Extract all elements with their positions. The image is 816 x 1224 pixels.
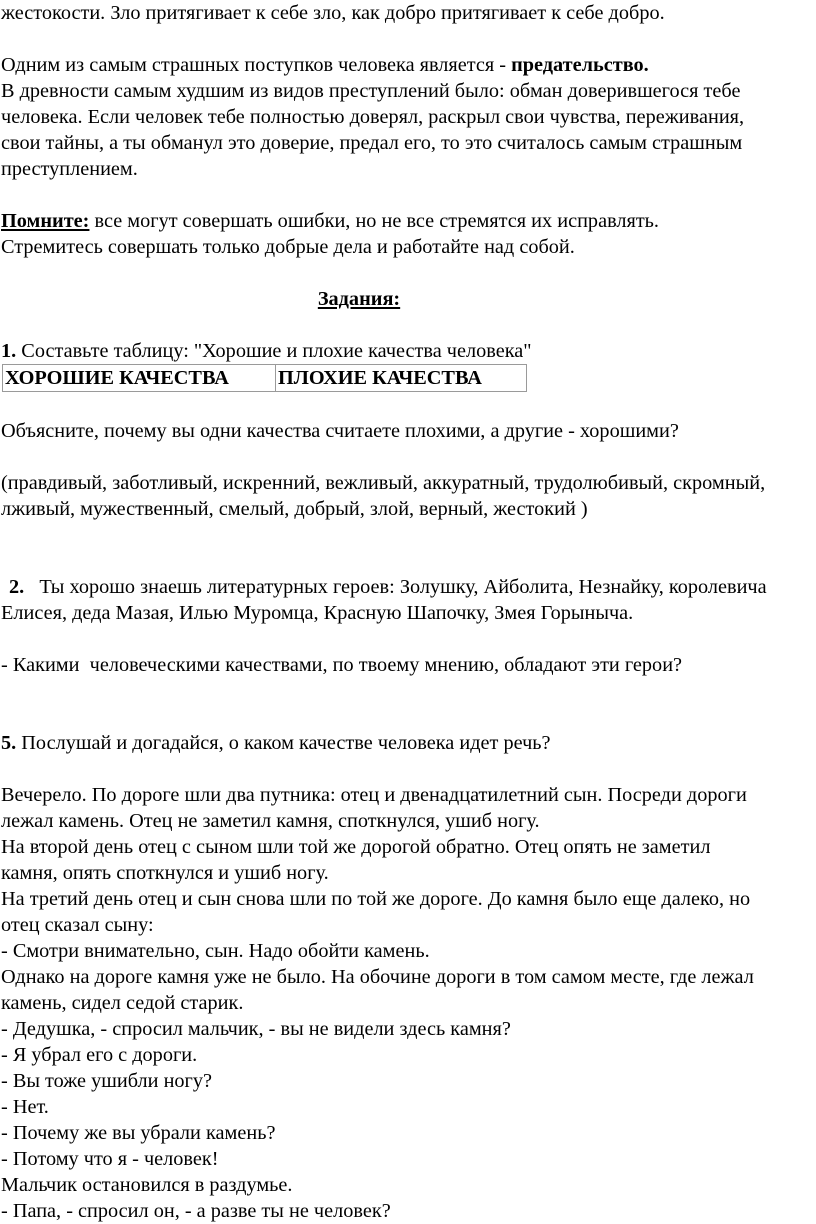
story-line: Мальчик остановился в раздумье. <box>1 1174 293 1196</box>
task5-text: Послушай и догадайся, о каком качестве человека идет речь? <box>16 732 551 754</box>
spacer <box>1 522 814 548</box>
story-line: - Нет. <box>1 1096 49 1118</box>
betrayal-line <box>1 52 814 78</box>
task5-number: 5. <box>1 732 17 754</box>
spacer <box>1 626 814 652</box>
task2-line <box>1 574 814 600</box>
bad-qualities-header: ПЛОХИЕ КАЧЕСТВА <box>276 365 527 392</box>
table-row <box>3 365 527 392</box>
story-line: отец сказал сыну: <box>1 914 154 936</box>
story-line: На третий день отец и сын снова шли по той же дороге. До камня было еще далеко, но <box>1 888 751 910</box>
spacer <box>1 678 814 704</box>
story-line: камня, опять споткнулся и ушиб ногу. <box>1 862 329 884</box>
task2-line-2: Елисея, деда Мазая, Илью Муромца, Красную Шапочку, Змея Горыныча. <box>1 602 634 624</box>
task1-question: Объясните, почему вы одни качества считаете плохими, а другие - хорошими? <box>1 420 679 442</box>
story-line: - Потому что я - человек! <box>1 1148 219 1170</box>
spacer <box>1 756 814 782</box>
intro-paragraph-line: человека. Если человек тебе полностью доверял, раскрыл свои чувства, переживания, <box>1 106 745 128</box>
tasks-title <box>1 286 717 312</box>
spacer <box>1 444 814 470</box>
task1-line <box>1 338 814 364</box>
task1-words-line: (правдивый, заботливый, искренний, вежливый, аккуратный, трудолюбивый, скромный, <box>1 472 766 494</box>
task1-number: 1. <box>1 340 17 362</box>
story-line: Вечерело. По дороге шли два путника: отец и двенадцатилетний сын. Посреди дороги <box>1 784 747 806</box>
story-line: камень, сидел седой старик. <box>1 992 244 1014</box>
task5-line <box>1 730 814 756</box>
spacer <box>1 312 814 338</box>
story-line: - Папа, - спросил он, - а разве ты не человек? <box>1 1200 391 1222</box>
task1-words-line: лживый, мужественный, смелый, добрый, злой, верный, жестокий ) <box>1 498 588 520</box>
task2-question: - Какими человеческими качествами, по твоему мнению, обладают эти герои? <box>1 654 683 676</box>
story-line: - Смотри внимательно, сын. Надо обойти камень. <box>1 940 430 962</box>
intro-paragraph-line: В древности самым худшим из видов преступлений было: обман доверившегося тебе <box>1 80 741 102</box>
task2-number: 2. <box>9 576 25 598</box>
story-line: - Вы тоже ушибли ногу? <box>1 1070 213 1092</box>
story-line: - Я убрал его с дороги. <box>1 1044 198 1066</box>
betrayal-prefix: Одним из самым страшных поступков человека является - <box>1 54 512 76</box>
spacer <box>1 548 814 574</box>
remember-text: все могут совершать ошибки, но не все стремятся их исправлять. <box>89 210 660 232</box>
spacer <box>1 260 814 286</box>
intro-line: жестокости. Зло притягивает к себе зло, как добро притягивает к себе добро. <box>1 2 665 24</box>
remember-line <box>1 208 814 234</box>
qualities-table <box>2 364 527 392</box>
spacer <box>1 392 814 418</box>
spacer <box>1 26 814 52</box>
remember-label: Помните: <box>1 210 90 232</box>
story-line: На второй день отец с сыном шли той же дорогой обратно. Отец опять не заметил <box>1 836 711 858</box>
spacer <box>1 182 814 208</box>
story-line: Однако на дороге камня уже не было. На обочине дороги в том самом месте, где лежал <box>1 966 754 988</box>
betrayal-word: предательство. <box>511 54 649 76</box>
story-line: лежал камень. Отец не заметил камня, споткнулся, ушиб ногу. <box>1 810 540 832</box>
story-line: - Почему же вы убрали камень? <box>1 1122 276 1144</box>
good-qualities-header: ХОРОШИЕ КАЧЕСТВА <box>3 365 276 392</box>
intro-paragraph-line: свои тайны, а ты обманул это доверие, предал его, то это считалось самым страшным <box>1 132 743 154</box>
story-line: - Дедушка, - спросил мальчик, - вы не видели здесь камня? <box>1 1018 511 1040</box>
intro-paragraph-line: преступлением. <box>1 158 138 180</box>
strive-line: Стремитесь совершать только добрые дела и работайте над собой. <box>1 236 575 258</box>
task1-text: Составьте таблицу: "Хорошие и плохие качества человека" <box>16 340 532 362</box>
task2-text: Ты хорошо знаешь литературных героев: Золушку, Айболита, Незнайку, королевича <box>24 576 767 598</box>
tasks-title-text: Задания: <box>317 288 401 310</box>
spacer <box>1 704 814 730</box>
